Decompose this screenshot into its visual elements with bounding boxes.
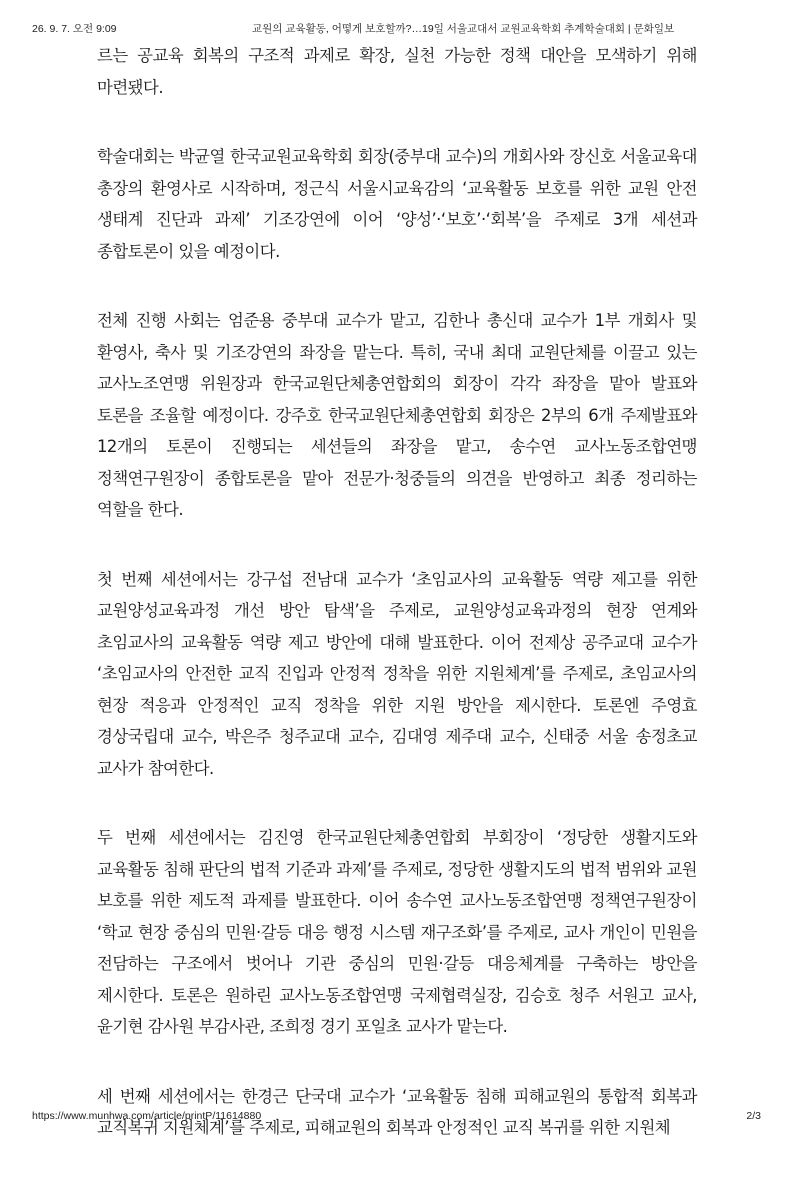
print-header: [0, 0, 793, 40]
article-paragraph: 르는 공교육 회복의 구조적 과제로 확장, 실천 가능한 정책 대안을 모색하기 위해 마련됐다.: [97, 46, 697, 97]
article-paragraph: 두 번째 세션에서는 김진영 한국교원단체총연합회 부회장이 ‘정당한 생활지도와 교육활동 침해 판단의 법적 기준과 과제’를 주제로, 정당한 생활지도의 법적 범위와 교원 보호를 위한 제도적 과제를 발표한다. 이어 송수연 교사노동조합연맹 정책연구원장이 ‘학교 현장 중심의 민원·갈등 대응 행정 시스템 재구조화’를 주제로, 교사 개인이 민원을 전담하는 구조에서 벗어나 기관 중심의 민원·갈등 대응체계를 구축하는 방안을 제시한다. 토론은 원하린 교사노동조합연맹 국제협력실장, 김승호 청주 서원고 교사, 윤기현 감사원 부감사관, 조희정 경기 포일초 교사가 맡는다.: [97, 828, 697, 1036]
article-paragraph: 학술대회는 박균열 한국교원교육학회 회장(중부대 교수)의 개회사와 장신호 서울교육대 총장의 환영사로 시작하며, 정근식 서울시교육감의 ‘교육활동 보호를 위한 교원 안전 생태계 진단과 과제’ 기조강연에 이어 ‘양성’·‘보호’·‘회복’을 주제로 3개 세션과 종합토론이 있을 예정이다.: [97, 147, 697, 261]
article-paragraph: 전체 진행 사회는 엄준용 중부대 교수가 맡고, 김한나 총신대 교수가 1부 개회사 및 환영사, 축사 및 기조강연의 좌장을 맡는다. 특히, 국내 최대 교원단체를 이끌고 있는 교사노조연맹 위원장과 한국교원단체총연합회의 회장이 각각 좌장을 맡아 발표와 토론을 조율할 예정이다. 강주호 한국교원단체총연합회 회장은 2부의 6개 주제발표와 12개의 토론이 진행되는 세션들의 좌장을 맡고, 송수연 교사노동조합연맹 정책연구원장이 종합토론을 맡아 전문가·청중들의 의견을 반영하고 최종 정리하는 역할을 한다.: [97, 311, 697, 519]
article-paragraph: 첫 번째 세션에서는 강구섭 전남대 교수가 ‘초임교사의 교육활동 역량 제고를 위한 교원양성교육과정 개선 방안 탐색’을 주제로, 교원양성교육과정의 현장 연계와 초임교사의 교육활동 역량 제고 방안에 대해 발표한다. 이어 전제상 공주교대 교수가 ‘초임교사의 안전한 교직 진입과 안정적 정착을 위한 지원체계’를 주제로, 초임교사의 현장 적응과 안정적인 교직 정착을 위한 지원 방안을 제시한다. 토론엔 주영효 경상국립대 교수, 박은주 청주교대 교수, 김대영 제주대 교수, 신태중 서울 송정초교 교사가 참여한다.: [97, 569, 697, 778]
article-body: [97, 40, 697, 1182]
print-date: 26. 9. 7. 오전 9:09: [32, 23, 117, 35]
print-page-title: 교원의 교육활동, 어떻게 보호할까?…19일 서울교대서 교원교육학회 추계학술대회 | 문화일보: [252, 23, 675, 35]
print-footer: [0, 1101, 793, 1121]
article-paragraph: 세 번째 세션에서는 한경근 단국대 교수가 ‘교육활동 침해 피해교원의 통합적 회복과 교직복귀 지원체계’를 주제로, 피해교원의 회복과 안정적인 교직 복귀를 위한 지원체: [97, 1086, 697, 1137]
page-number: 2/3: [746, 1110, 761, 1122]
print-url: https://www.munhwa.com/article/printP/11614880: [32, 1110, 262, 1122]
